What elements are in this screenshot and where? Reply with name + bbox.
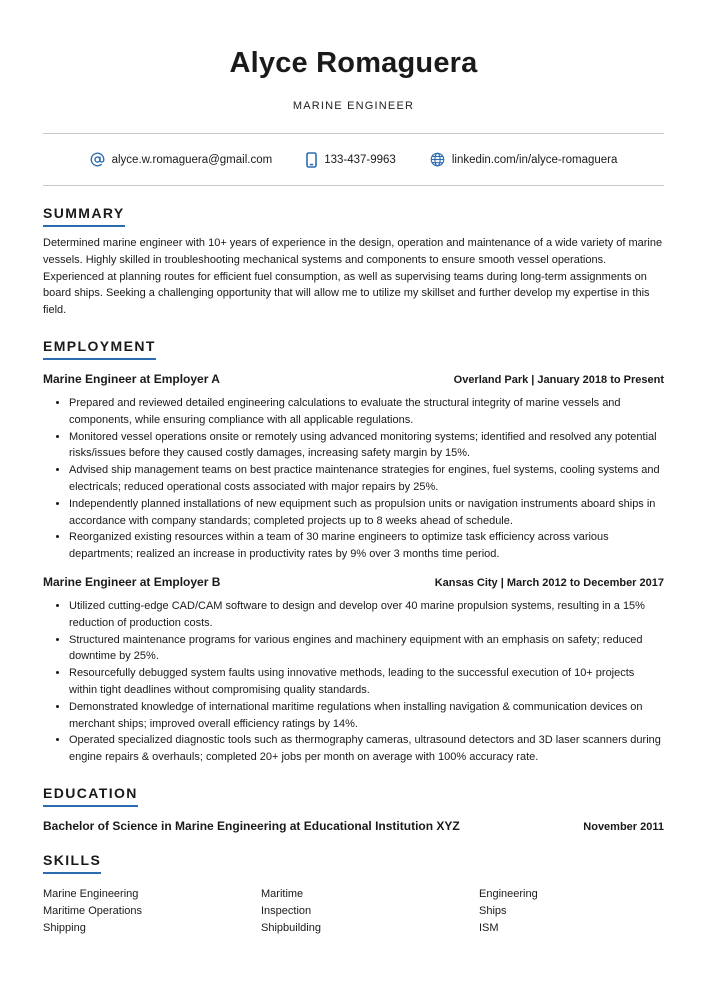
summary-heading: SUMMARY bbox=[43, 205, 125, 227]
skill-item: Engineering bbox=[479, 887, 538, 900]
job-bullet: • Independently planned installations of new equipment such as propulsion units or navigation instruments aboard ships in accordance with company standards; completed projects up to 8 weeks ahead of schedule. bbox=[69, 496, 664, 530]
skill-item: Maritime Operations bbox=[43, 904, 143, 917]
employment-section bbox=[43, 338, 664, 766]
contact-phone[interactable] bbox=[306, 152, 396, 168]
job-bullet: • Reorganized existing resources within a team of 30 marine engineers to optimize task efficiency across various departments; realized an increase in productivity rates by 9% over 3 months time period. bbox=[69, 529, 664, 563]
skill-item: Inspection bbox=[261, 904, 312, 917]
contact-bar bbox=[43, 133, 664, 186]
skills-section bbox=[43, 852, 664, 936]
summary-text: Determined marine engineer with 10+ years of experience in the design, operation and maintenance of a wide variety of marine vessels. Highly skilled in troubleshooting mechanical systems and components to ensure smooth vessel operations. Experienced at planning routes for efficient fuel consumption, as well as supervising teams during long-term assignments on board ships. Seeking a challenging opportunity that will allow me to utilize my skillset and further develop my expertise in this field. bbox=[43, 237, 663, 317]
job-bullet: • Prepared and reviewed detailed engineering calculations to evaluate the structural integrity of marine vessels and components, while ensuring compliance with all applicable regulations. bbox=[69, 395, 664, 429]
job-location-date: Overland Park | January 2018 to Present bbox=[453, 373, 664, 386]
phone-icon bbox=[306, 152, 317, 168]
globe-icon bbox=[430, 152, 445, 167]
education-date: November 2011 bbox=[583, 820, 664, 833]
email-text[interactable]: alyce.w.romaguera@gmail.com bbox=[111, 153, 273, 166]
skills-grid bbox=[43, 886, 664, 936]
job-bullet: • Utilized cutting-edge CAD/CAM software to design and develop over 40 marine propulsion systems, resulting in a 15% reduction of production costs. bbox=[69, 598, 664, 632]
education-heading: EDUCATION bbox=[43, 785, 138, 807]
job-position: Marine Engineer at Employer A bbox=[43, 371, 220, 386]
job-bullet: • Demonstrated knowledge of international maritime regulations when installing navigation & communication devices on merchant ships; improved overall efficiency ratings by 14%. bbox=[69, 699, 664, 733]
skills-heading: SKILLS bbox=[43, 852, 101, 874]
job-entry bbox=[43, 372, 664, 563]
job-bullet: • Advised ship management teams on best practice maintenance strategies for engines, fuel systems, cooling systems and electricals; reduced operational costs associated with major repairs by 25%. bbox=[69, 462, 664, 496]
job-bullets bbox=[43, 598, 664, 766]
job-bullet: • Operated specialized diagnostic tools such as thermography cameras, ultrasound detectors and 3D laser scanners during engine repairs & overhauls; completed 20+ jobs per month on average with 100% accuracy rate. bbox=[69, 732, 664, 766]
job-bullets bbox=[43, 395, 664, 563]
employment-heading: EMPLOYMENT bbox=[43, 338, 156, 360]
contact-linkedin[interactable] bbox=[430, 152, 618, 167]
skill-item: Shipbuilding bbox=[261, 921, 321, 934]
education-degree: Bachelor of Science in Marine Engineering at Educational Institution XYZ bbox=[43, 818, 460, 833]
at-sign-icon bbox=[90, 152, 105, 167]
linkedin-text[interactable]: linkedin.com/in/alyce-romaguera bbox=[451, 153, 618, 166]
skill-item: Maritime bbox=[261, 887, 304, 900]
contact-email[interactable] bbox=[90, 152, 273, 167]
job-position: Marine Engineer at Employer B bbox=[43, 574, 221, 589]
skill-item: Ships bbox=[479, 904, 507, 917]
education-section bbox=[43, 785, 664, 833]
job-title: MARINE ENGINEER bbox=[292, 100, 415, 112]
skill-item: ISM bbox=[479, 921, 499, 934]
job-entry bbox=[43, 575, 664, 766]
skill-item: Marine Engineering bbox=[43, 887, 139, 900]
phone-text[interactable]: 133-437-9963 bbox=[324, 153, 396, 166]
job-bullet: • Resourcefully debugged system faults using innovative methods, leading to the successful execution of 10+ projects within tight deadlines without compromising quality standards. bbox=[69, 665, 664, 699]
summary-section bbox=[43, 205, 664, 319]
skill-item: Shipping bbox=[43, 921, 86, 934]
job-bullet: • Monitored vessel operations onsite or remotely using advanced monitoring systems; identified and resolved any potential risks/issues before they caused costly damages, increasing safety margin by 15%. bbox=[69, 429, 664, 463]
job-bullet: • Structured maintenance programs for various engines and machinery equipment with an emphasis on safety; reduced downtime by 25%. bbox=[69, 632, 664, 666]
candidate-name: Alyce Romaguera bbox=[229, 47, 478, 79]
job-location-date: Kansas City | March 2012 to December 2017 bbox=[434, 576, 664, 589]
